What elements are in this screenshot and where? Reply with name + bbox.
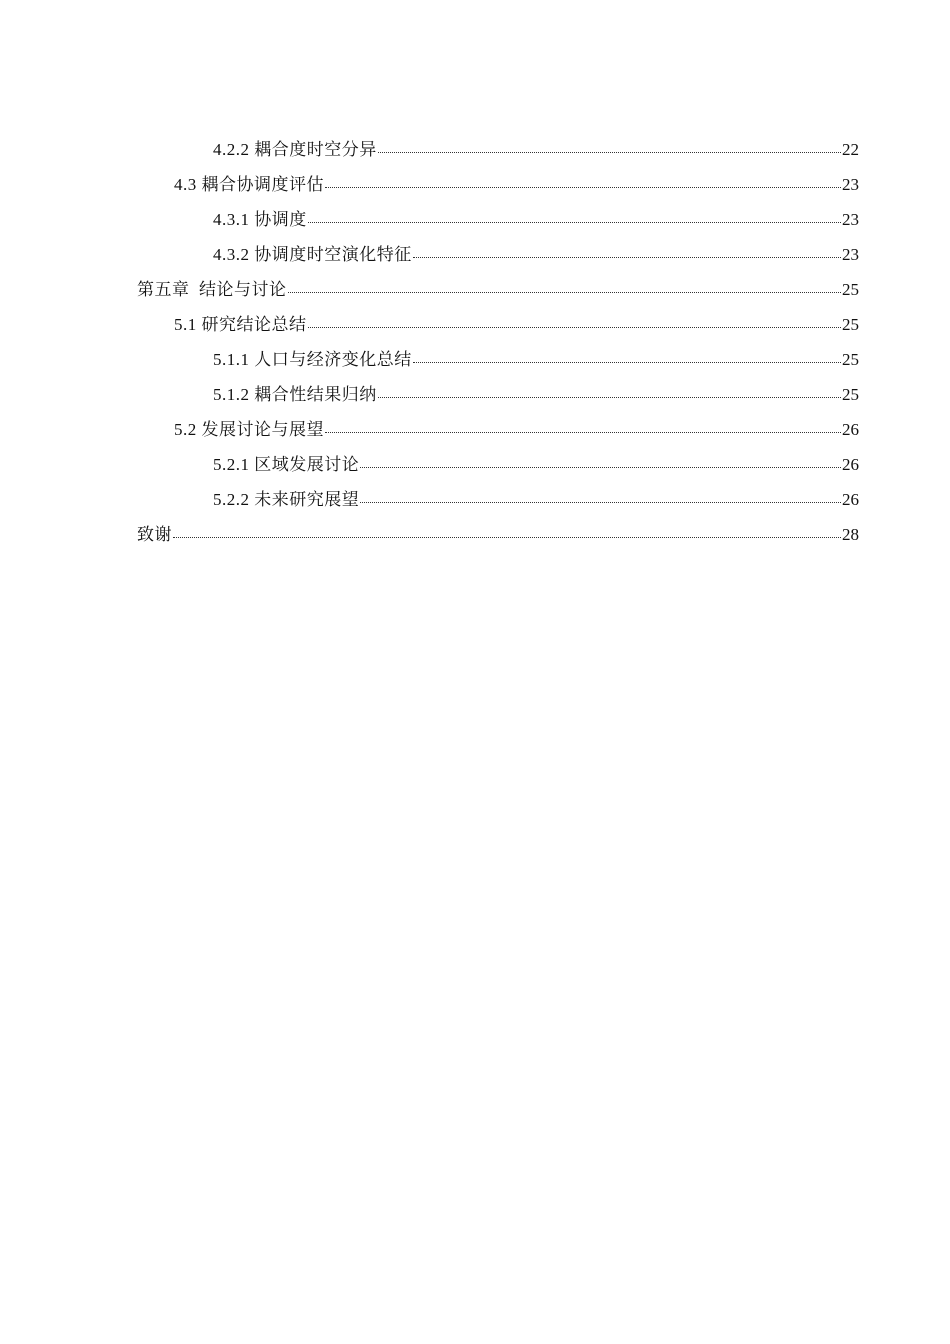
toc-entry-page-number: 25: [842, 350, 859, 369]
toc-entry-page-number: 28: [842, 525, 859, 544]
toc-dot-leader: [325, 186, 841, 188]
toc-entry-page-number: 26: [842, 420, 859, 439]
toc-entry-page-number: 22: [842, 140, 859, 159]
toc-dot-leader: [413, 256, 841, 258]
toc-entry-title: 致谢: [137, 525, 172, 544]
toc-entry-page-number: 23: [842, 210, 859, 229]
toc-dot-leader: [360, 501, 841, 503]
toc-entry-title: 5.1.2 耦合性结果归纳: [213, 385, 377, 404]
toc-entry[interactable]: [137, 237, 859, 272]
toc-entry[interactable]: [137, 132, 859, 167]
toc-entry-page-number: 25: [842, 315, 859, 334]
toc-entry[interactable]: [137, 377, 859, 412]
toc-dot-leader: [308, 221, 841, 223]
toc-dot-leader: [413, 361, 841, 363]
toc-dot-leader: [360, 466, 841, 468]
toc-entry[interactable]: [137, 482, 859, 517]
toc-dot-leader: [288, 291, 842, 293]
toc-entry-title: 5.2.2 未来研究展望: [213, 490, 360, 509]
toc-entry-title: 5.1.1 人口与经济变化总结: [213, 350, 412, 369]
toc-entry-page-number: 25: [842, 385, 859, 404]
toc-dot-leader: [308, 326, 842, 328]
table-of-contents: [137, 132, 859, 552]
toc-entry[interactable]: [137, 272, 859, 307]
toc-entry-title: 5.2.1 区域发展讨论: [213, 455, 360, 474]
toc-entry-title: 5.1 研究结论总结: [174, 315, 307, 334]
toc-entry[interactable]: [137, 447, 859, 482]
toc-entry-page-number: 25: [842, 280, 859, 299]
toc-dot-leader: [378, 151, 841, 153]
toc-entry[interactable]: [137, 167, 859, 202]
toc-dot-leader: [378, 396, 841, 398]
toc-entry[interactable]: [137, 412, 859, 447]
toc-entry-page-number: 26: [842, 490, 859, 509]
toc-entry[interactable]: [137, 202, 859, 237]
toc-dot-leader: [325, 431, 841, 433]
toc-entry-title: 5.2 发展讨论与展望: [174, 420, 324, 439]
toc-entry-title: 4.3 耦合协调度评估: [174, 175, 324, 194]
toc-entry-title: 第五章 结论与讨论: [137, 280, 287, 299]
toc-entry-title: 4.2.2 耦合度时空分异: [213, 140, 377, 159]
toc-dot-leader: [173, 536, 841, 538]
toc-entry-title: 4.3.1 协调度: [213, 210, 307, 229]
toc-entry-title: 4.3.2 协调度时空演化特征: [213, 245, 412, 264]
toc-entry[interactable]: [137, 517, 859, 552]
toc-entry[interactable]: [137, 307, 859, 342]
toc-entry[interactable]: [137, 342, 859, 377]
toc-entry-page-number: 26: [842, 455, 859, 474]
toc-entry-page-number: 23: [842, 175, 859, 194]
toc-entry-page-number: 23: [842, 245, 859, 264]
